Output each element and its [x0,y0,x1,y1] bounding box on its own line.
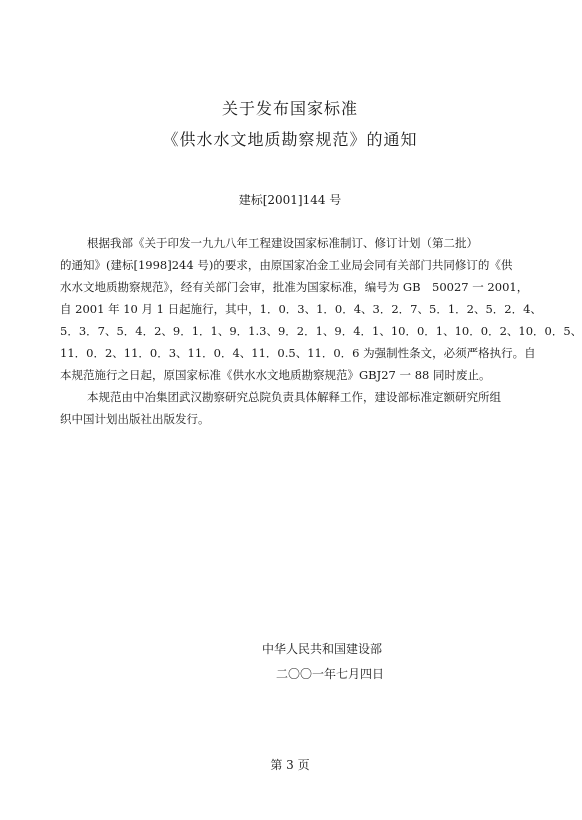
paragraph-2-line: 本规范由中冶集团武汉勘察研究总院负责具体解释工作，建设部标准定额研究所组 [87,390,501,404]
paragraph-1-line: 5．3．7、5．4．2、9．1．1、9．1.3、9．2．1、9．4．1、10．0．1、10．0．2、10．0．5、 [60,324,582,338]
paragraph-1-line: 的通知》(建标[1998]244 号)的要求，由原国家冶金工业局会同有关部门共同修订的《供 [60,258,513,272]
paragraph-1-line: 自 2001 年 10 月 1 日起施行，其中，1．0．3、1．0．4、3．2．7、5．1．2、5．2．4、 [60,302,542,316]
title-line-2: 《供水水文地质勘察规范》的通知 [162,130,418,149]
paragraph-2-line: 织中国计划出版社出版发行。 [60,412,210,426]
paragraph-1-line: 根据我部《关于印发一九九八年工程建设国家标准制订、修订计划（第二批） [87,236,478,250]
paragraph-1-line: 水水文地质勘察规范》，经有关部门会审，批准为国家标准，编号为 GB 50027 一 2001， [60,280,529,294]
issuing-organization: 中华人民共和国建设部 [262,642,383,656]
page-number: 第 3 页 [270,758,310,772]
title-line-1: 关于发布国家标准 [221,99,358,118]
paragraph-1 [60,232,582,386]
paragraph-1-line: 本规范施行之日起，原国家标准《供水水文地质勘察规范》GBJ27 一 88 同时废止。 [60,368,491,382]
document-number: 建标[2001]144 号 [238,193,342,207]
issue-date: 二〇〇一年七月四日 [276,667,385,681]
paragraph-2 [60,386,526,430]
paragraph-1-line: 11．0．2、11．0．3、11．0．4、11．0.5、11．0．6 为强制性条文，必须严格执行。自 [60,346,536,360]
